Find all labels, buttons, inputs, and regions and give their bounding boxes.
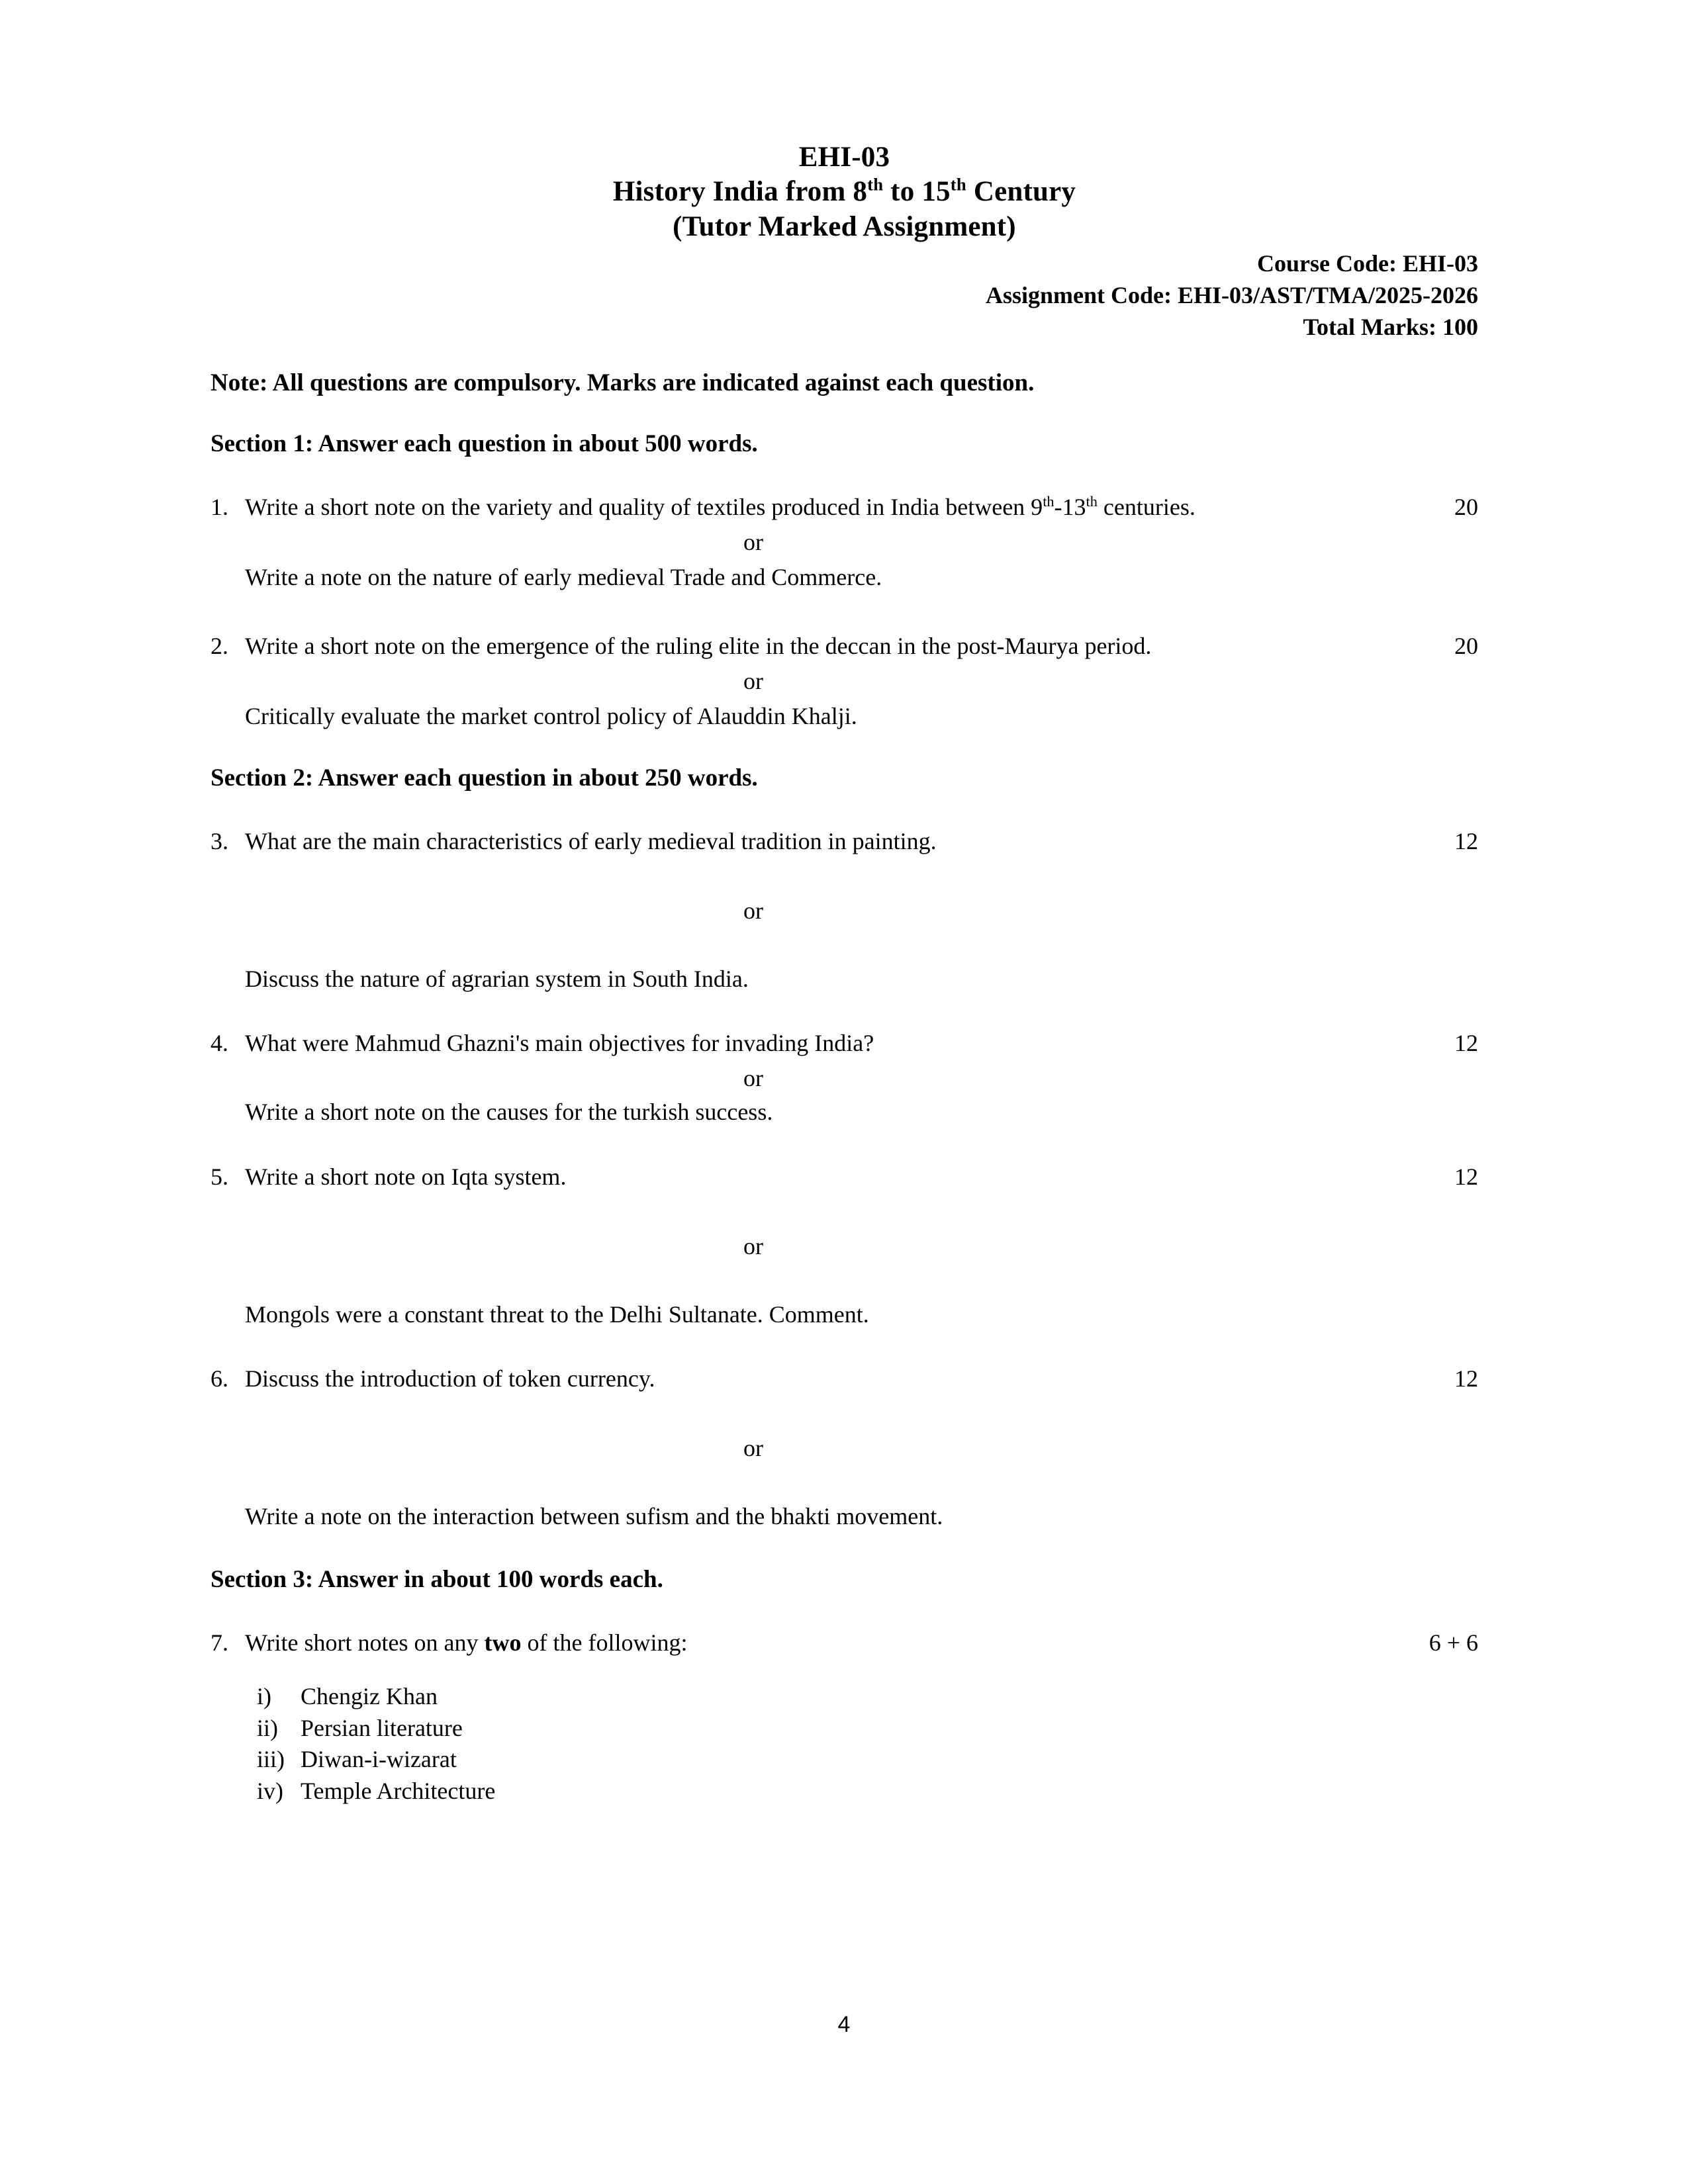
course-code: Course Code: EHI-03	[1257, 250, 1478, 277]
document-subtitle: (Tutor Marked Assignment)	[673, 210, 1016, 242]
question-2	[211, 629, 1478, 663]
question-3-text: What are the main characteristics of early medieval tradition in painting.	[245, 827, 937, 854]
section-3-heading: Section 3: Answer in about 100 words each.	[211, 1566, 663, 1594]
question-4-marks: 12	[1454, 1030, 1478, 1057]
question-7-options-list	[257, 1681, 1478, 1807]
document-title	[211, 175, 1478, 209]
list-item-text: Temple Architecture	[301, 1777, 496, 1804]
list-item-label: iii)	[257, 1746, 285, 1773]
question-6-number: 6.	[211, 1365, 228, 1392]
question-5-alternative: Mongols were a constant threat to the Delhi Sultanate. Comment.	[245, 1300, 869, 1328]
question-6-alternative: Write a note on the interaction between sufism and the bhakti movement.	[245, 1503, 943, 1530]
question-3-or-separator: or	[743, 897, 763, 925]
document-title-suffix: Century	[966, 176, 1076, 208]
question-7-number: 7.	[211, 1629, 228, 1657]
question-4-text: What were Mahmud Ghazni's main objectives for invading India?	[245, 1030, 874, 1057]
question-3	[211, 825, 1478, 858]
question-1-sup-9th: th	[1043, 493, 1055, 510]
question-5	[211, 1160, 1478, 1194]
section-1-heading: Section 1: Answer each question in about 500 words.	[211, 430, 758, 458]
question-3-marks: 12	[1454, 827, 1478, 854]
question-2-number: 2.	[211, 632, 228, 659]
question-1-text-prefix: Write a short note on the variety and quality of textiles produced in India between 9	[245, 494, 1043, 521]
list-item	[257, 1681, 1478, 1713]
question-1-text-suffix: centuries.	[1097, 494, 1196, 521]
list-item	[257, 1744, 1478, 1776]
question-1	[211, 490, 1478, 524]
question-2-alternative: Critically evaluate the market control policy of Alauddin Khalji.	[245, 702, 857, 729]
question-6-or-separator: or	[743, 1435, 763, 1462]
total-marks: Total Marks: 100	[1303, 314, 1478, 341]
document-title-sup-15th: th	[950, 175, 966, 195]
document-title-sup-8th: th	[867, 175, 884, 195]
list-item-label: i)	[257, 1683, 271, 1710]
question-4	[211, 1026, 1478, 1060]
question-3-alternative: Discuss the nature of agrarian system in South India.	[245, 966, 749, 993]
course-meta-block	[211, 248, 1478, 343]
assignment-code: Assignment Code: EHI-03/AST/TMA/2025-2026	[985, 282, 1478, 309]
question-5-number: 5.	[211, 1163, 228, 1190]
document-title-prefix: History India from 8	[612, 176, 868, 208]
question-7-text-emphasis: two	[484, 1629, 522, 1657]
question-3-number: 3.	[211, 827, 228, 854]
document-title-middle: to 15	[883, 176, 951, 208]
question-1-or-separator: or	[743, 529, 763, 556]
question-1-sup-13th: th	[1086, 493, 1098, 510]
question-5-text: Write a short note on Iqta system.	[245, 1163, 567, 1190]
list-item-text: Persian literature	[301, 1714, 463, 1741]
question-2-or-separator: or	[743, 667, 763, 694]
question-4-number: 4.	[211, 1030, 228, 1057]
question-7-text-suffix: of the following:	[521, 1629, 688, 1657]
question-4-or-separator: or	[743, 1065, 763, 1092]
question-2-text: Write a short note on the emergence of the ruling elite in the deccan in the post-Maurya period.	[245, 632, 1152, 659]
list-item-text: Chengiz Khan	[301, 1683, 438, 1710]
question-2-marks: 20	[1454, 632, 1478, 659]
list-item	[257, 1713, 1478, 1745]
question-7-marks: 6 + 6	[1429, 1629, 1478, 1657]
question-5-marks: 12	[1454, 1163, 1478, 1190]
list-item-label: ii)	[257, 1714, 278, 1741]
question-7	[211, 1626, 1478, 1660]
list-item	[257, 1776, 1478, 1807]
question-6	[211, 1362, 1478, 1396]
question-6-marks: 12	[1454, 1365, 1478, 1392]
question-4-alternative: Write a short note on the causes for the turkish success.	[245, 1099, 773, 1126]
question-7-text	[245, 1626, 1399, 1660]
question-6-text: Discuss the introduction of token currency.	[245, 1365, 655, 1392]
question-1-text	[245, 490, 1399, 524]
question-1-number: 1.	[211, 494, 228, 521]
page-content	[211, 140, 1478, 1807]
document-course-code-title: EHI-03	[798, 142, 890, 173]
section-2-heading: Section 2: Answer each question in about 250 words.	[211, 764, 758, 792]
question-1-marks: 20	[1454, 494, 1478, 521]
question-5-or-separator: or	[743, 1232, 763, 1259]
question-7-text-prefix: Write short notes on any	[245, 1629, 485, 1657]
list-item-label: iv)	[257, 1777, 283, 1804]
page-number: 4	[837, 2012, 851, 2037]
list-item-text: Diwan-i-wizarat	[301, 1746, 457, 1773]
question-1-alternative: Write a note on the nature of early medieval Trade and Commerce.	[245, 564, 882, 591]
question-1-text-middle: -13	[1054, 494, 1086, 521]
note-text: Note: All questions are compulsory. Marks are indicated against each question.	[211, 369, 1035, 396]
